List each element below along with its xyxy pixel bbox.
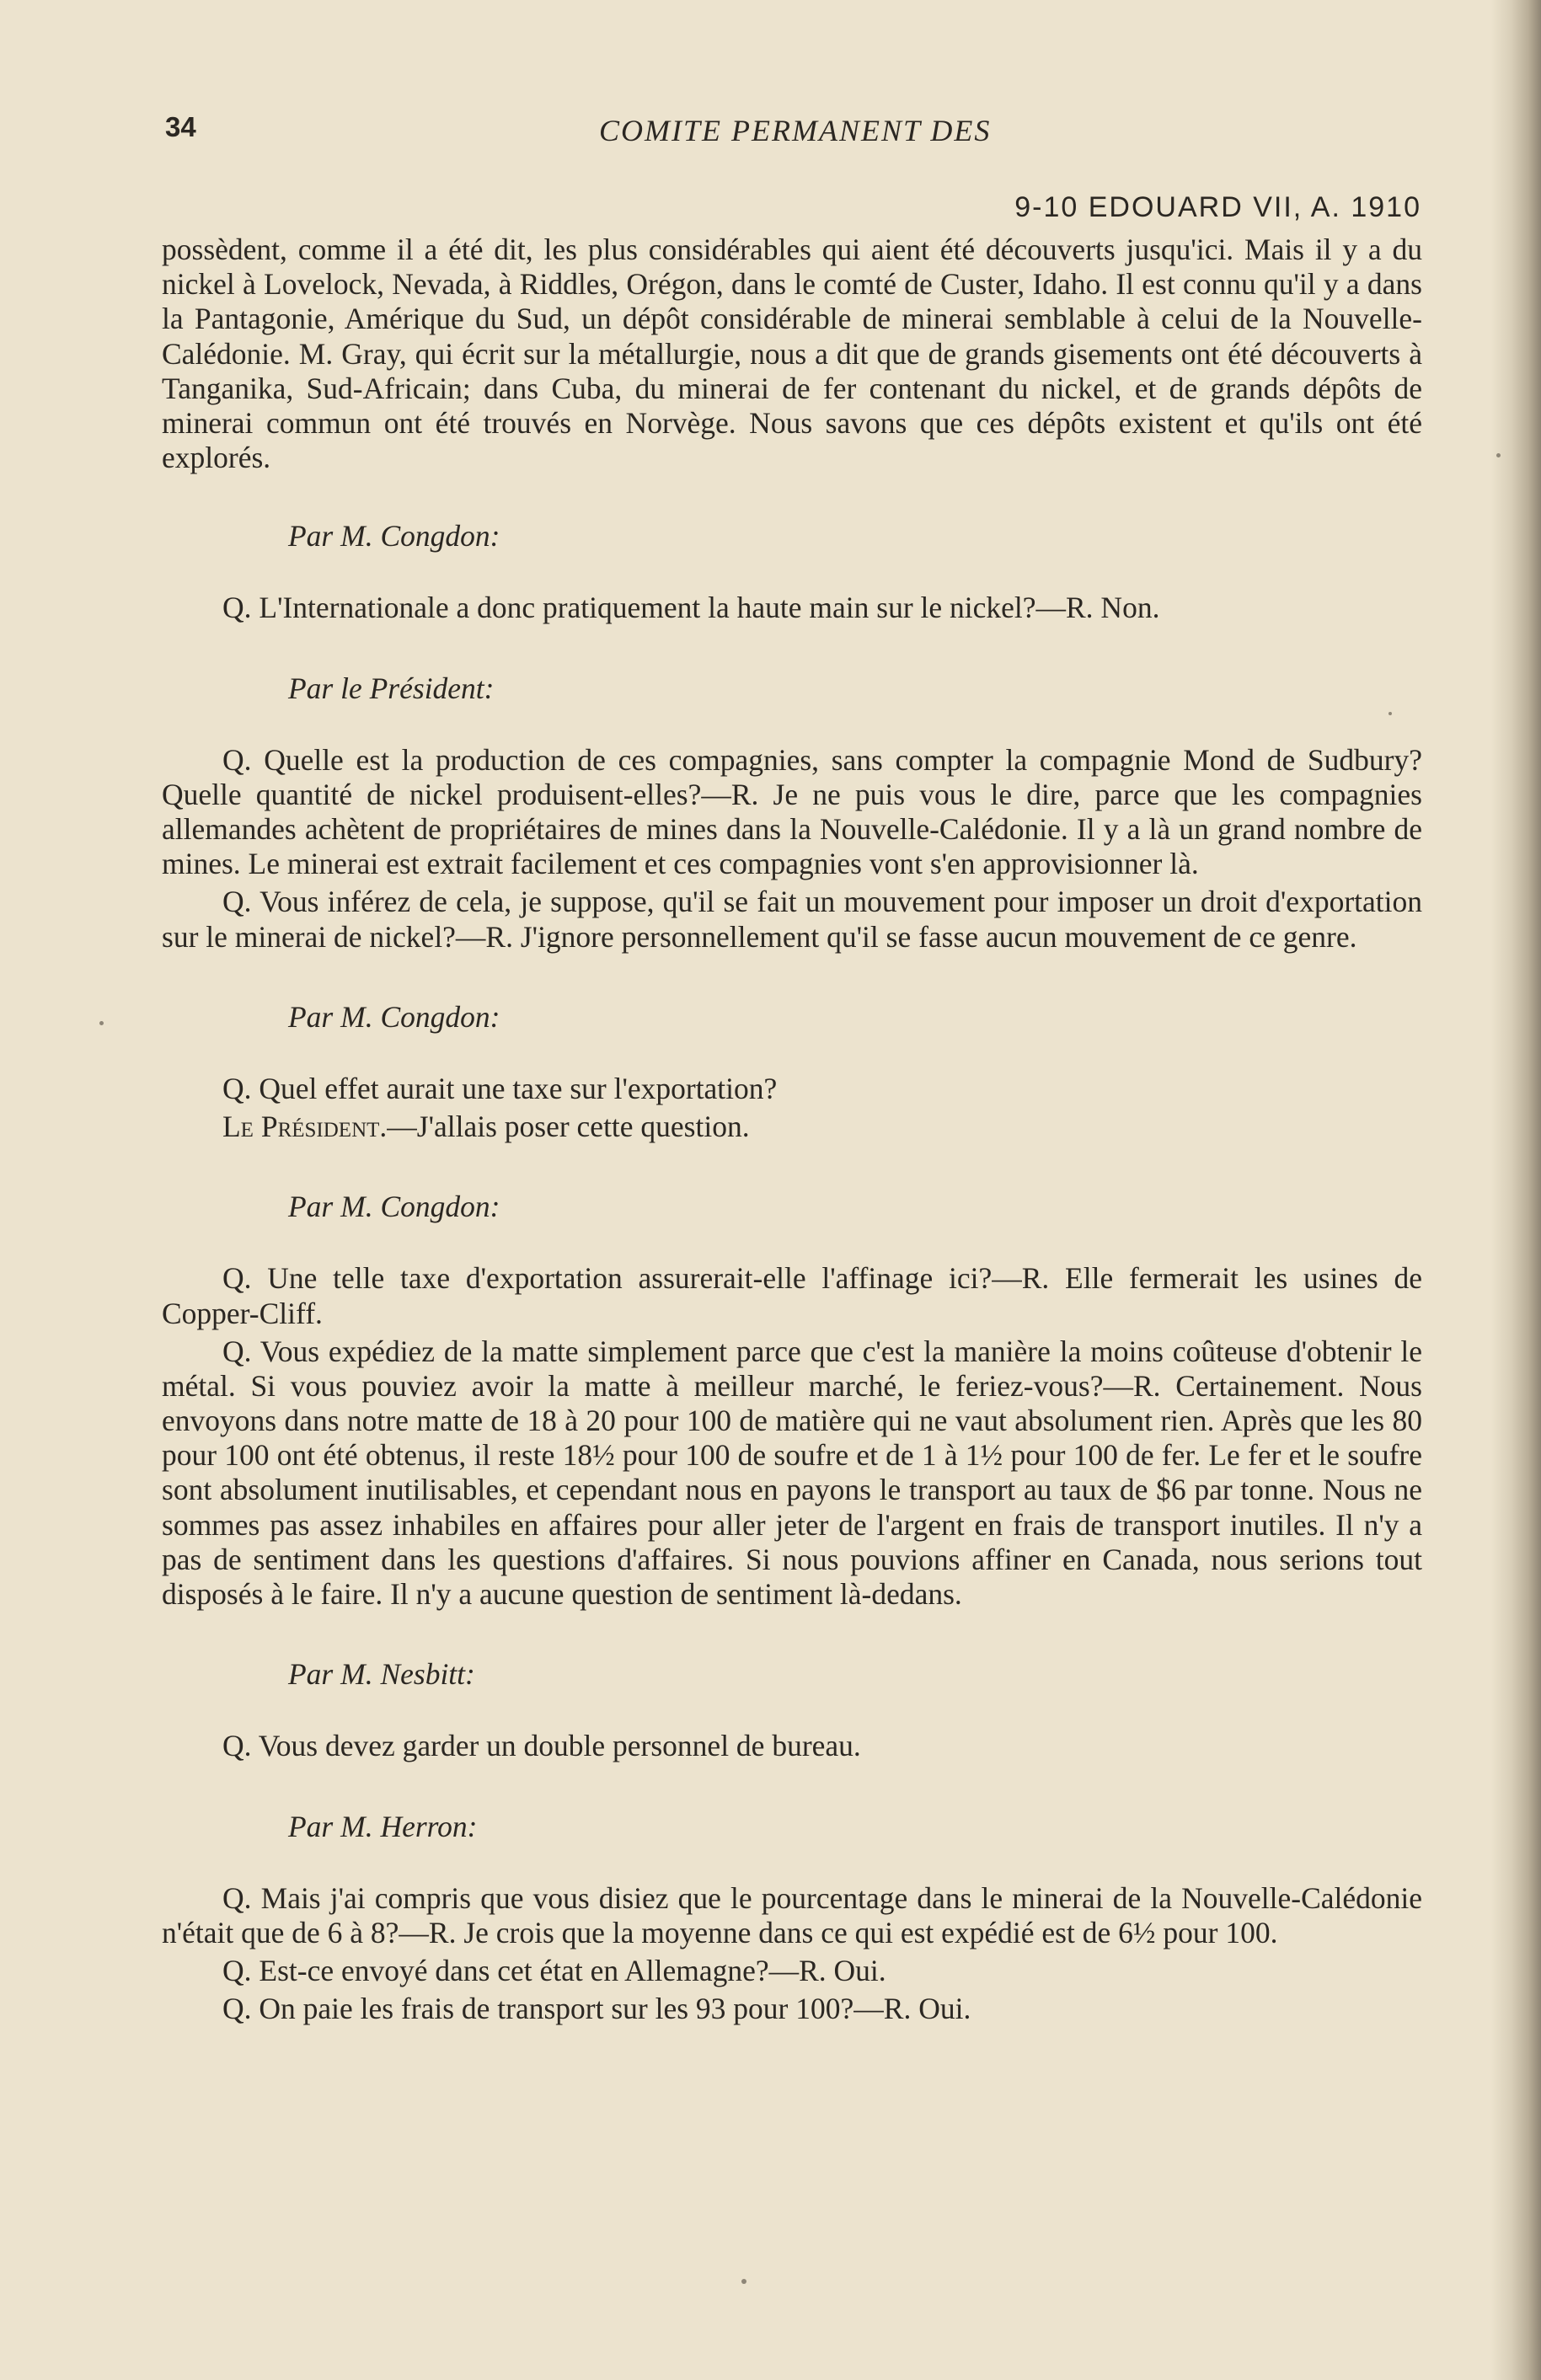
question-answer: Q. Quelle est la production de ces compagnies, sans compter la compagnie Mond de Sudbury? Quelle quantité de nickel produisent-elles?—R. Je ne puis vous le dire, parce que les compagnies allemandes achètent de propriétaires de mines dans la Nouvelle-Calédonie. Il y a là un grand nombre de mines. Le minerai est extrait facilement et ces compagnies vont s'en approvisionner là. — [162, 742, 1422, 881]
question-answer: Q. L'Internationale a donc pratiquement la haute main sur le nickel?—R. Non. — [222, 591, 1160, 625]
president-remark-text: —J'allais poser cette question. — [387, 1110, 750, 1144]
speaker-heading: Par M. Congdon: — [288, 519, 500, 554]
question-answer: Q. Une telle taxe d'exportation assurerait-elle l'affinage ici?—R. Elle fermerait les usines de Copper-Cliff. — [162, 1261, 1422, 1330]
speaker-heading: Par le Président: — [288, 671, 495, 705]
president-label: Le Président. — [222, 1110, 388, 1144]
session-reference: 9-10 EDOUARD VII, A. 1910 — [1014, 191, 1421, 223]
paragraph-continued: possèdent, comme il a été dit, les plus considérables qui aient été découverts jusqu'ici. Mais il y a du nickel à Lovelock, Nevada, à Riddles, Orégon, dans le comté de Custer, Idaho. Il est connu qu'il y a dans la Pantagonie, Amérique du Sud, un dépôt considérable de minerai semblable à celui de la Nouvelle-Calédonie. M. Gray, qui écrit sur la métallurgie, nous a dit que de grands gisements ont été découverts à Tanganika, Sud-Africain; dans Cuba, du minerai de fer contenant du nickel, et de grands dépôts de minerai commun ont été trouvés en Norvège. Nous savons que ces dépôts existent et qu'ils ont été explorés. — [162, 233, 1422, 475]
paper-speck — [99, 1021, 104, 1025]
paper-speck — [1496, 453, 1501, 457]
speaker-heading: Par M. Congdon: — [288, 999, 500, 1034]
question-answer: Q. Quel effet aurait une taxe sur l'exportation? — [222, 1071, 778, 1105]
running-head: COMITE PERMANENT DES — [599, 114, 992, 147]
speaker-heading: Par M. Congdon: — [288, 1190, 500, 1224]
president-remark — [162, 1110, 1422, 1144]
paper-speck — [741, 2279, 746, 2284]
question-answer: Q. Vous devez garder un double personnel de bureau. — [222, 1729, 861, 1763]
page-number: 34 — [165, 111, 196, 142]
speaker-heading: Par M. Nesbitt: — [288, 1657, 475, 1692]
question-answer: Q. Est-ce envoyé dans cet état en Allemagne?—R. Oui. — [222, 1954, 886, 1988]
speaker-heading: Par M. Herron: — [288, 1809, 478, 1843]
page-body — [162, 233, 1422, 2026]
paper-speck — [1389, 712, 1392, 715]
question-answer: Q. Vous inférez de cela, je suppose, qu'il se fait un mouvement pour imposer un droit d'exportation sur le minerai de nickel?—R. J'ignore personnellement qu'il se fasse aucun mouvement de ce genre. — [162, 885, 1422, 954]
binding-shadow — [1490, 0, 1541, 2380]
question-answer: Q. Mais j'ai compris que vous disiez que le pourcentage dans le minerai de la Nouvelle-Calédonie n'était que de 6 à 8?—R. Je crois que la moyenne dans ce qui est expédié est de 6½ pour 100. — [162, 1880, 1422, 1949]
question-answer: Q. On paie les frais de transport sur les 93 pour 100?—R. Oui. — [222, 1992, 971, 2026]
question-answer: Q. Vous expédiez de la matte simplement parce que c'est la manière la moins coûteuse d'obtenir le métal. Si vous pouviez avoir la matte à meilleur marché, le feriez-vous?—R. Certainement. Nous envoyons dans notre matte de 18 à 20 pour 100 de matière qui ne vaut absolument rien. Après que les 80 pour 100 ont été obtenus, il reste 18½ pour 100 de soufre et de 1 à 1½ pour 100 de fer. Le fer et le soufre sont absolument inutilisables, et cependant nous en payons le transport au taux de $6 par tonne. Nous ne sommes pas assez inhabiles en affaires pour aller jeter de l'argent en frais de transport inutiles. Il n'y a pas de sentiment dans les questions d'affaires. Si nous pouvions affiner en Canada, nous serions tout disposés à le faire. Il n'y a aucune question de sentiment là-dedans. — [162, 1334, 1422, 1611]
